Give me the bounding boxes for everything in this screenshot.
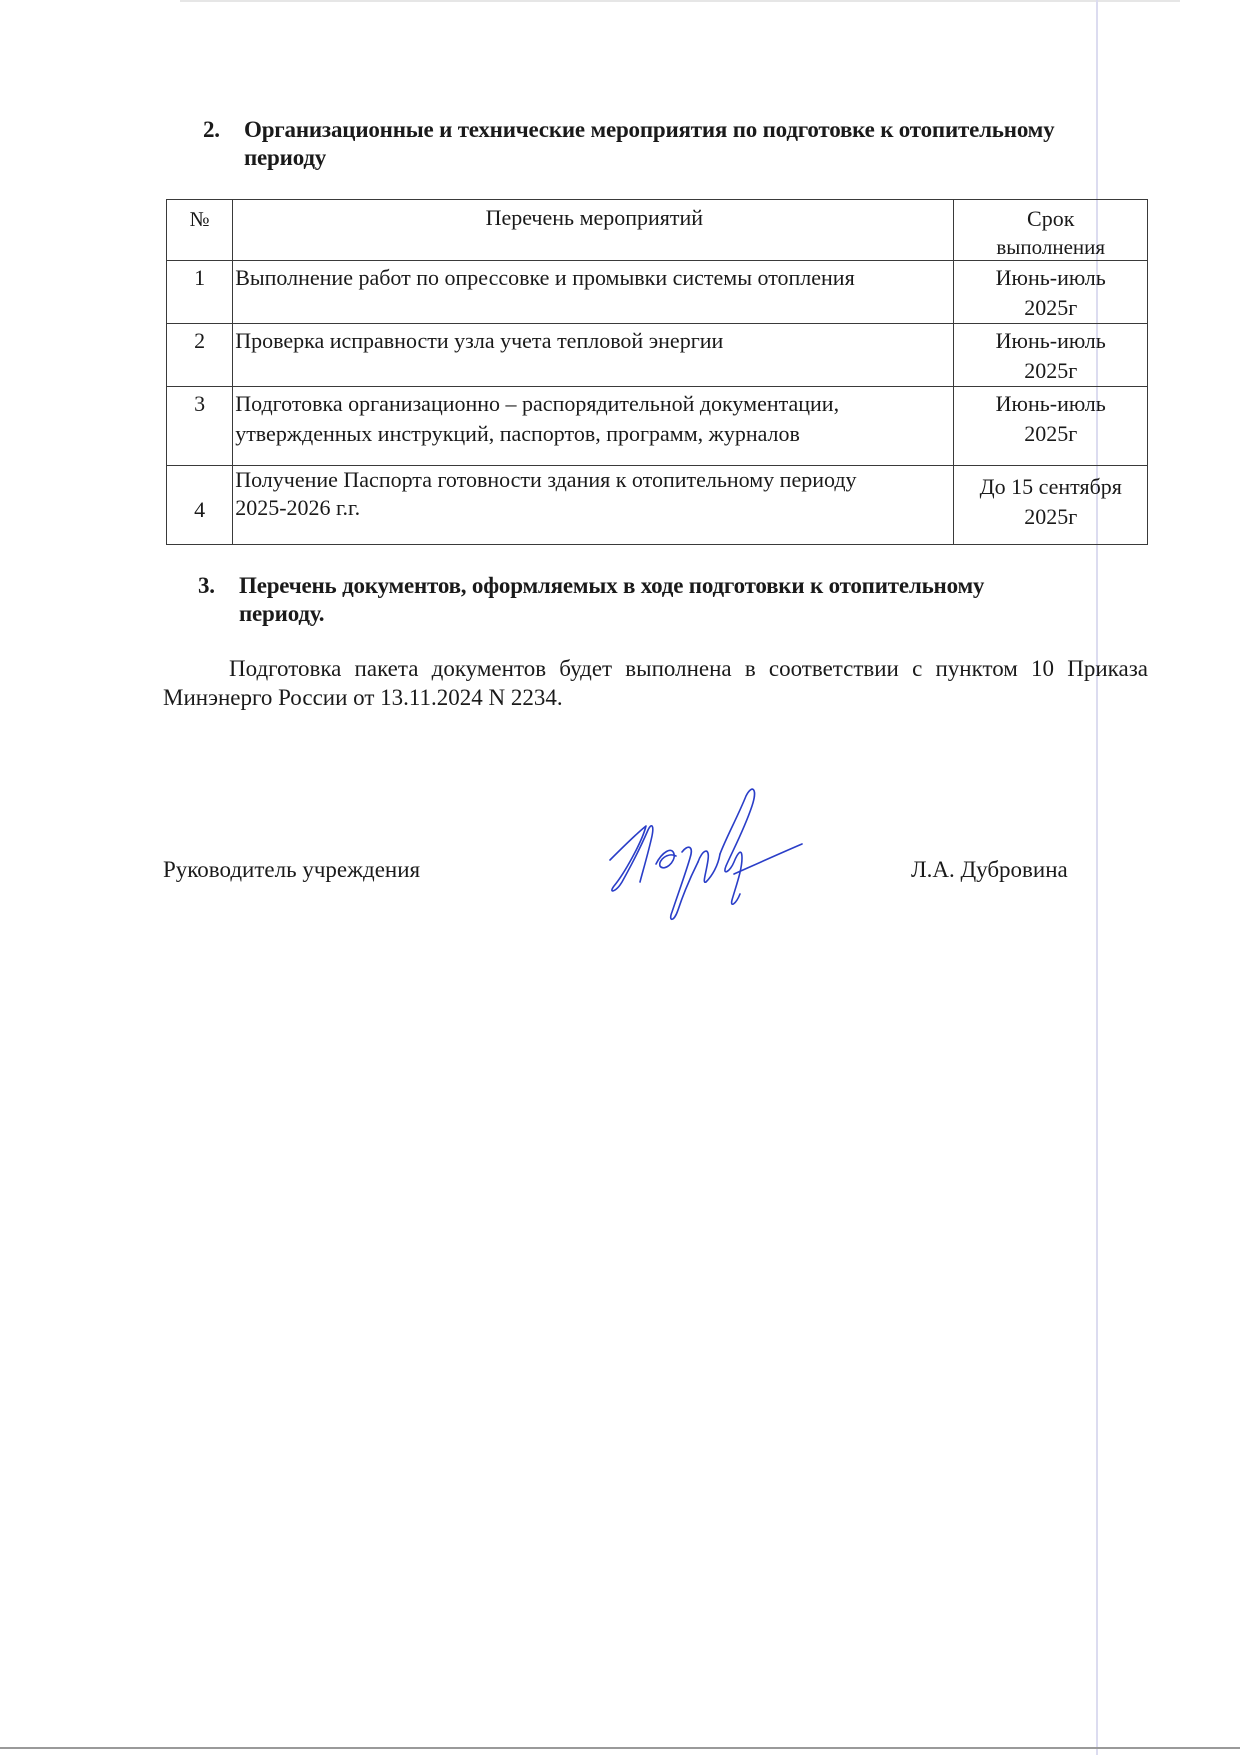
row-term bbox=[954, 387, 1148, 466]
row-term bbox=[954, 466, 1148, 545]
row-term-line: 2025г bbox=[1024, 421, 1078, 446]
row-num: 4 bbox=[167, 466, 233, 545]
section-2-title-line1: Организационные и технические мероприятия по подготовке к отопительному bbox=[244, 117, 1055, 142]
row-measure bbox=[233, 387, 954, 466]
table-row bbox=[167, 387, 1148, 466]
row-term-line: 2025г bbox=[1024, 504, 1078, 529]
row-num: 1 bbox=[167, 261, 233, 324]
header-term-line1: Срок bbox=[1027, 206, 1075, 231]
scan-artifact-top bbox=[180, 0, 1180, 2]
row-measure-line: Выполнение работ по опрессовке и промывки системы отопления bbox=[235, 265, 855, 290]
section-2-heading bbox=[203, 116, 1163, 172]
handwritten-signature bbox=[602, 782, 812, 932]
header-num: № bbox=[167, 200, 233, 261]
section-3-title-line1: Перечень документов, оформляемых в ходе подготовки к отопительному bbox=[239, 573, 985, 598]
row-term-line: Июнь-июль bbox=[995, 328, 1106, 353]
section-2-title-line2: периоду bbox=[244, 145, 327, 170]
row-term-line: Июнь-июль bbox=[995, 265, 1106, 290]
row-measure-line: Подготовка организационно – распорядительной документации, bbox=[235, 391, 840, 416]
header-measures: Перечень мероприятий bbox=[233, 200, 954, 261]
row-measure bbox=[233, 324, 954, 387]
row-term-line: 2025г bbox=[1024, 358, 1078, 383]
table-row bbox=[167, 261, 1148, 324]
table-header-row bbox=[167, 200, 1148, 261]
section-2-number: 2. bbox=[203, 117, 220, 142]
table-row bbox=[167, 324, 1148, 387]
row-measure-line: Получение Паспорта готовности здания к отопительному периоду bbox=[235, 467, 857, 492]
row-num: 2 bbox=[167, 324, 233, 387]
signatory-name: Л.А. Дубровина bbox=[911, 857, 1068, 882]
signatory-role: Руководитель учреждения bbox=[163, 857, 421, 882]
row-term bbox=[954, 324, 1148, 387]
signature-stroke bbox=[610, 826, 653, 891]
row-measure-line: 2025-2026 г.г. bbox=[235, 495, 361, 520]
header-term bbox=[954, 200, 1148, 261]
row-measure bbox=[233, 466, 954, 545]
row-term-line: 2025г bbox=[1024, 295, 1078, 320]
row-term-line: До 15 сентября bbox=[979, 474, 1122, 499]
header-term-line2: выполнения bbox=[996, 235, 1106, 259]
signature-stroke bbox=[656, 850, 676, 867]
row-measure-line: Проверка исправности узла учета тепловой энергии bbox=[235, 328, 724, 353]
row-term bbox=[954, 261, 1148, 324]
section-3-heading bbox=[198, 572, 1138, 628]
row-num: 3 bbox=[167, 387, 233, 466]
signature-stroke bbox=[698, 851, 720, 882]
signature-stroke bbox=[734, 844, 802, 874]
row-measure-line: утвержденных инструкций, паспортов, программ, журналов bbox=[235, 421, 800, 446]
scan-artifact-bottom bbox=[0, 1747, 1240, 1749]
body-paragraph: Подготовка пакета документов будет выполнена в соответствии с пунктом 10 Приказа Минэнерго России от 13.11.2024 N 2234. bbox=[163, 656, 1148, 710]
row-measure bbox=[233, 261, 954, 324]
section-3-number: 3. bbox=[198, 573, 215, 598]
signature-stroke bbox=[720, 789, 754, 904]
table-row bbox=[167, 466, 1148, 545]
measures-table bbox=[166, 199, 1148, 545]
row-term-line: Июнь-июль bbox=[995, 391, 1106, 416]
section-3-title-line2: периоду. bbox=[239, 601, 325, 626]
